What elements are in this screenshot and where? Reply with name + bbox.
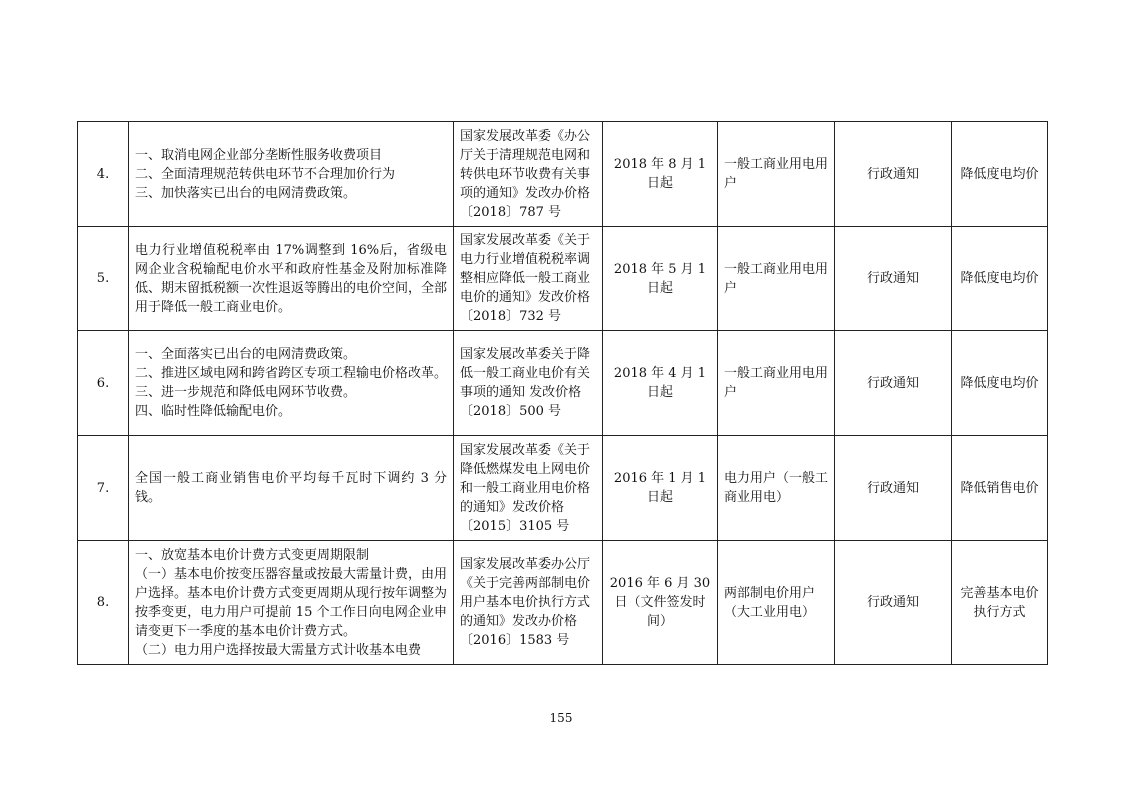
policy-type: 行政通知	[835, 541, 952, 665]
policy-type: 行政通知	[835, 331, 952, 436]
page-number: 155	[549, 711, 573, 725]
content-line: 一、全面落实已出台的电网清费政策。	[135, 347, 357, 362]
content-line: 二、推进区域电网和跨省跨区专项工程输电价格改革。	[135, 366, 448, 381]
content-line: 电力行业增值税税率由 17%调整到 16%后，省级电网企业含税输配电价水平和政府性基金及附加标准降低、期末留抵税额一次性退返等腾出的电价空间，全部用于降低一般工商业电价。	[135, 242, 448, 315]
policy-type: 行政通知	[835, 436, 952, 541]
policy-effect: 降低度电均价	[952, 227, 1048, 331]
table-row	[78, 122, 1048, 227]
table-row	[78, 227, 1048, 331]
policy-content	[129, 331, 454, 436]
target-users: 一般工商业用电用户	[718, 227, 835, 331]
row-number: 5.	[78, 227, 129, 331]
content-line: 三、加快落实已出台的电网清费政策。	[135, 185, 357, 201]
content-line: （二）电力用户选择按最大需量方式计收基本电费	[135, 642, 422, 658]
policy-document: 国家发展改革委《关于电力行业增值税税率调整相应降低一般工商业电价的通知》发改价格〔2018〕732 号	[454, 227, 603, 331]
row-number: 4.	[78, 122, 129, 227]
effective-date: 2016 年 1 月 1 日起	[603, 436, 718, 541]
policy-effect: 完善基本电价执行方式	[952, 541, 1048, 665]
target-users: 一般工商业用电用户	[718, 331, 835, 436]
table-row	[78, 436, 1048, 541]
content-line: 四、临时性降低输配电价。	[135, 404, 292, 419]
effective-date: 2018 年 8 月 1 日起	[603, 122, 718, 227]
content-line: （一）基本电价按变压器容量或按最大需量计费，由用户选择。基本电价计费方式变更周期从现行按年调整为按季变更，电力用户可提前 15 个工作日向电网企业申请变更下一季度的基本电价计费方式。	[135, 566, 448, 639]
policy-type: 行政通知	[835, 122, 952, 227]
policy-document: 国家发展改革委《办公厅关于清理规范电网和转供电环节收费有关事项的通知》发改办价格〔2018〕787 号	[454, 122, 603, 227]
policy-type: 行政通知	[835, 227, 952, 331]
row-number: 6.	[78, 331, 129, 436]
effective-date: 2018 年 4 月 1 日起	[603, 331, 718, 436]
target-users: 一般工商业用电用户	[718, 122, 835, 227]
policy-content	[129, 541, 454, 665]
policy-effect: 降低度电均价	[952, 122, 1048, 227]
policy-effect: 降低度电均价	[952, 331, 1048, 436]
policy-content	[129, 227, 454, 331]
policy-document: 国家发展改革委关于降低一般工商业电价有关事项的通知 发改价格〔2018〕500 号	[454, 331, 603, 436]
policy-table	[77, 121, 1048, 665]
content-line: 一、放宽基本电价计费方式变更周期限制	[135, 547, 370, 563]
effective-date: 2018 年 5 月 1 日起	[603, 227, 718, 331]
target-users: 两部制电价用户（大工业用电）	[718, 541, 835, 665]
table-row	[78, 541, 1048, 665]
policy-content	[129, 122, 454, 227]
policy-document: 国家发展改革委办公厅《关于完善两部制电价用户基本电价执行方式的通知》发改办价格〔2016〕1583 号	[454, 541, 603, 665]
content-line: 三、进一步规范和降低电网环节收费。	[135, 385, 357, 400]
effective-date: 2016 年 6 月 30 日（文件签发时间）	[603, 541, 718, 665]
policy-effect: 降低销售电价	[952, 436, 1048, 541]
policy-document: 国家发展改革委《关于降低燃煤发电上网电价和一般工商业用电价格的通知》发改价格〔2015〕3105 号	[454, 436, 603, 541]
row-number: 8.	[78, 541, 129, 665]
content-line: 二、全面清理规范转供电环节不合理加价行为	[135, 166, 396, 182]
content-line: 一、取消电网企业部分垄断性服务收费项目	[135, 147, 383, 163]
row-number: 7.	[78, 436, 129, 541]
content-line: 全国一般工商业销售电价平均每千瓦时下调约 3 分钱。	[135, 471, 447, 505]
table-row	[78, 331, 1048, 436]
policy-content	[129, 436, 454, 541]
target-users: 电力用户（一般工商业用电）	[718, 436, 835, 541]
